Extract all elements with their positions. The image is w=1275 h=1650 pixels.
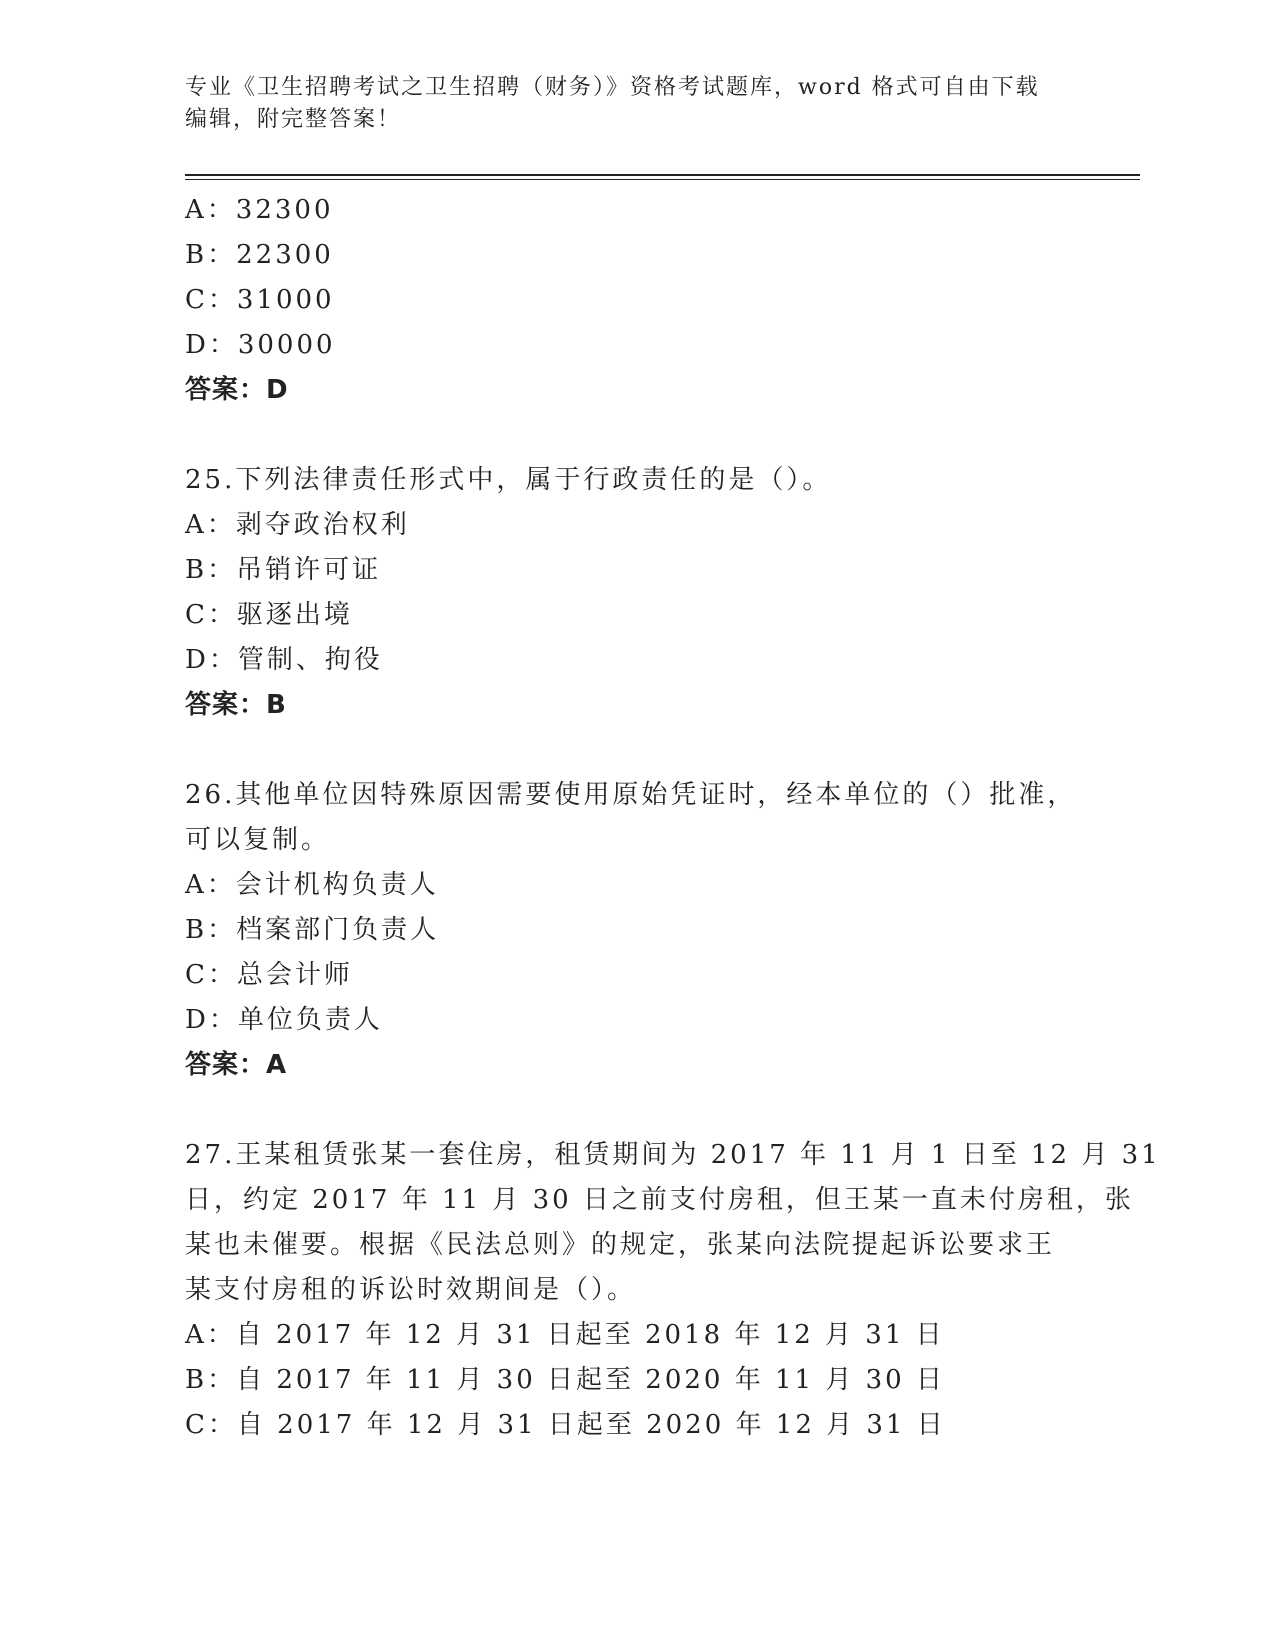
- question-27: [185, 1133, 1161, 1448]
- document-header: [185, 72, 1085, 136]
- question-25: [185, 458, 1075, 728]
- question-24: [185, 188, 1075, 413]
- option-c: C：31000: [185, 285, 335, 315]
- question-text-line-3: 某也未催要。根据《民法总则》的规定，张某向法院提起诉讼要求王: [185, 1230, 1056, 1260]
- option-d: D：单位负责人: [185, 1005, 383, 1035]
- option-b: B：22300: [185, 240, 334, 270]
- question-text-line-2: 日，约定 2017 年 11 月 30 日之前支付房租，但王某一直未付房租，张: [185, 1185, 1134, 1215]
- question-text: 25.下列法律责任形式中，属于行政责任的是（）。: [185, 465, 832, 495]
- question-text-line-1: 26.其他单位因特殊原因需要使用原始凭证时，经本单位的（）批准，: [185, 780, 1077, 810]
- option-d: D：30000: [185, 330, 336, 360]
- header-rule-thin: [185, 179, 1140, 180]
- question-text-line-4: 某支付房租的诉讼时效期间是（）。: [185, 1275, 637, 1305]
- option-b: B：自 2017 年 11 月 30 日起至 2020 年 11 月 30 日: [185, 1365, 945, 1395]
- option-a: A：32300: [185, 195, 334, 225]
- answer-line: 答案：B: [185, 690, 287, 720]
- option-c: C：总会计师: [185, 960, 353, 990]
- option-a: A：自 2017 年 12 月 31 日起至 2018 年 12 月 31 日: [185, 1320, 945, 1350]
- option-b: B：吊销许可证: [185, 555, 382, 585]
- answer-line: 答案：D: [185, 375, 289, 405]
- spacer: [185, 413, 1075, 458]
- answer-line: 答案：A: [185, 1050, 288, 1080]
- option-d: D：管制、拘役: [185, 645, 383, 675]
- question-list: [185, 188, 1161, 1448]
- question-text-line-1: 27.王某租赁张某一套住房，租赁期间为 2017 年 11 月 1 日至 12 月 31: [185, 1140, 1161, 1170]
- spacer: [185, 1088, 1075, 1133]
- spacer: [185, 728, 1075, 773]
- header-line-1: 专业《卫生招聘考试之卫生招聘（财务）》资格考试题库，word 格式可自由下载: [185, 75, 1040, 100]
- option-c: C：自 2017 年 12 月 31 日起至 2020 年 12 月 31 日: [185, 1410, 946, 1440]
- option-b: B：档案部门负责人: [185, 915, 440, 945]
- option-a: A：剥夺政治权利: [185, 510, 410, 540]
- header-rule-thick: [185, 174, 1140, 176]
- option-c: C：驱逐出境: [185, 600, 353, 630]
- option-a: A：会计机构负责人: [185, 870, 439, 900]
- header-line-2: 编辑，附完整答案！: [185, 107, 402, 132]
- question-26: [185, 773, 1075, 1088]
- question-text-line-2: 可以复制。: [185, 825, 331, 855]
